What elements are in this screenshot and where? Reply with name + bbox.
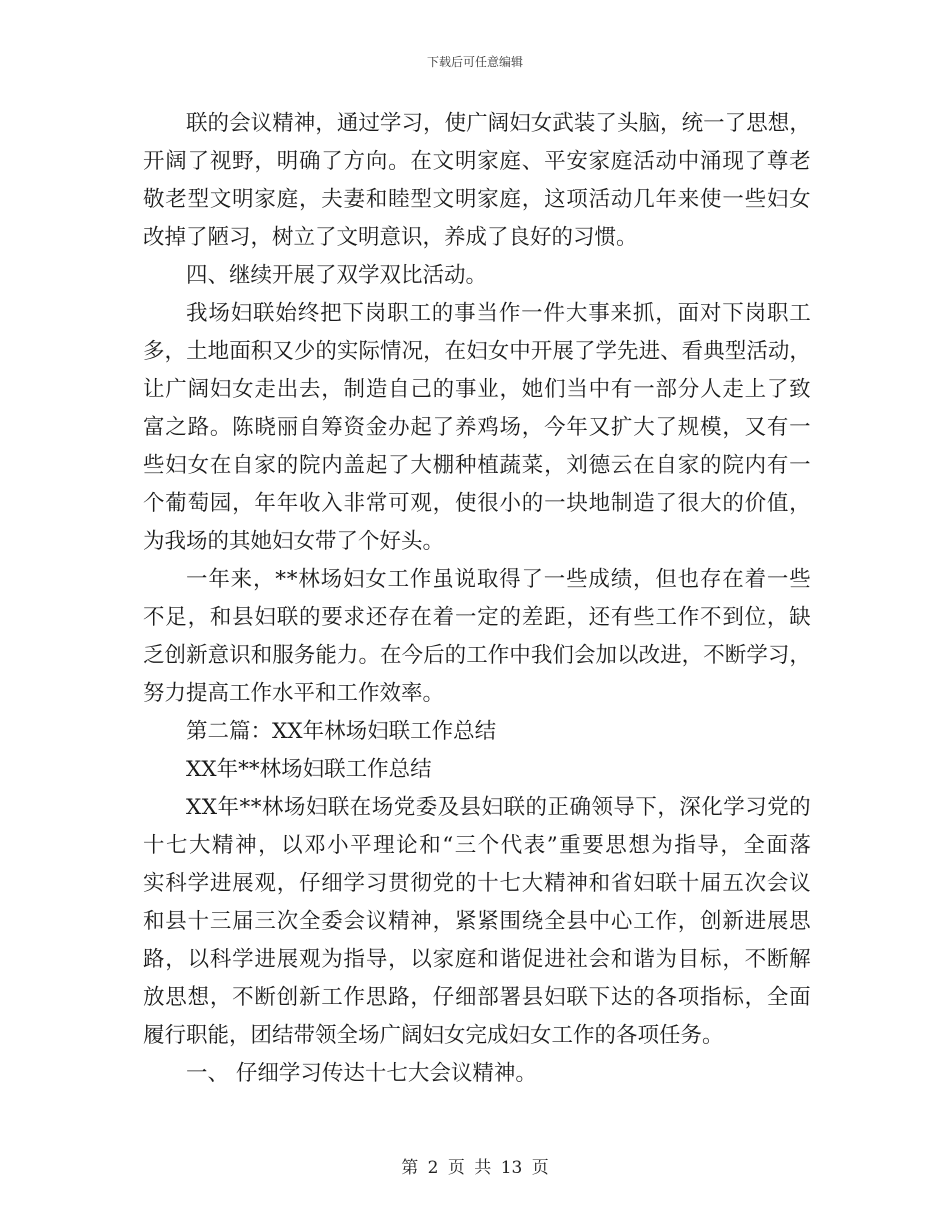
text-line: 联 的 会 议 精 神 ， 通 过 学 习 ， 使 广 阔 妇 女 武 装 了 头 脑 ， 统 一 了 思 想 ，	[186, 111, 811, 136]
text-line: 路 ， 以 科 学 进 展 观 为 指 导 ， 以 家 庭 和 谐 促 进 社 会 和 谐 为 目 标 ， 不 断 解	[143, 947, 811, 972]
text-line: 些 妇 女 在 自 家 的 院 内 盖 起 了 大 棚 种 植 蔬 菜 ， 刘 德 云 在 自 家 的 院 内 有 一	[143, 453, 811, 478]
text-line: 敬 老 型 文 明 家 庭 ， 夫 妻 和 睦 型 文 明 家 庭 ， 这 项 活 动 几 年 来 使 一 些 妇 女	[143, 187, 811, 212]
text-line: 放 思 想 ， 不 断 创 新 工 作 思 路 ， 仔 细 部 署 县 妇 联 下 达 的 各 项 指 标 ， 全 面	[143, 985, 811, 1010]
document-body	[143, 105, 811, 1093]
text-line: 第二篇：XX年林场妇联工作总结	[186, 719, 497, 744]
page-header: 下载后可任意编辑	[426, 55, 523, 69]
text-line: 努力提高工作水平和工作效率。	[143, 681, 445, 706]
text-line: 富 之 路 。 陈 晓 丽 自 筹 资 金 办 起 了 养 鸡 场 ， 今 年 又 扩 大 了 规 模 ， 又 有 一	[143, 415, 811, 440]
text-line: XX年**林场妇联工作总结	[186, 757, 432, 782]
page-footer: 第 2 页 共 13 页	[401, 1158, 549, 1178]
text-line: 和 县 十 三 届 三 次 全 委 会 议 精 神 ， 紧 紧 围 绕 全 县 中 心 工 作 ， 创 新 进 展 思	[143, 909, 811, 934]
text-line: 履行职能，团结带领全场广阔妇女完成妇女工作的各项任务。	[143, 1023, 724, 1048]
text-line: 四、继续开展了双学双比活动。	[186, 263, 488, 288]
text-line: 实 科 学 进 展 观 ， 仔 细 学 习 贯 彻 党 的 十 七 大 精 神 和 省 妇 联 十 届 五 次 会 议	[143, 871, 811, 896]
text-line: 十 七 大 精 神 ， 以 邓 小 平 理 论 和 “ 三 个 代 表 ” 重 要 思 想 为 指 导 ， 全 面 落	[143, 833, 811, 858]
text-line: 一 年 来 ， * * 林 场 妇 女 工 作 虽 说 取 得 了 一 些 成 绩 ， 但 也 存 在 着 一 些	[186, 567, 811, 592]
text-line: X X 年 * * 林 场 妇 联 在 场 党 委 及 县 妇 联 的 正 确 领 导 下 ， 深 化 学 习 党 的	[186, 795, 811, 820]
text-line: 我 场 妇 联 始 终 把 下 岗 职 工 的 事 当 作 一 件 大 事 来 抓 ， 面 对 下 岗 职 工	[186, 301, 811, 326]
text-line: 不 足 ， 和 县 妇 联 的 要 求 还 存 在 着 一 定 的 差 距 ， 还 有 些 工 作 不 到 位 ， 缺	[143, 605, 811, 630]
text-line: 开 阔 了 视 野 ， 明 确 了 方 向 。 在 文 明 家 庭 、 平 安 家 庭 活 动 中 涌 现 了 尊 老	[143, 149, 811, 174]
text-line: 让 广 阔 妇 女 走 出 去 ， 制 造 自 己 的 事 业 ， 她 们 当 中 有 一 部 分 人 走 上 了 致	[143, 377, 811, 402]
text-line: 乏 创 新 意 识 和 服 务 能 力 。 在 今 后 的 工 作 中 我 们 会 加 以 改 进 ， 不 断 学 习 ，	[143, 643, 811, 668]
text-line: 改掉了陋习，树立了文明意识，养成了良好的习惯。	[143, 225, 638, 250]
text-line: 个 葡 萄 园 ， 年 年 收 入 非 常 可 观 ， 使 很 小 的 一 块 地 制 造 了 很 大 的 价 值 ，	[143, 491, 811, 516]
text-line: 一、 仔细学习传达十七大会议精神。	[186, 1061, 537, 1086]
text-line: 多 ， 土 地 面 积 又 少 的 实 际 情 况 ， 在 妇 女 中 开 展 了 学 先 进 、 看 典 型 活 动 ，	[143, 339, 811, 364]
text-line: 为我场的其她妇女带了个好头。	[143, 529, 445, 554]
